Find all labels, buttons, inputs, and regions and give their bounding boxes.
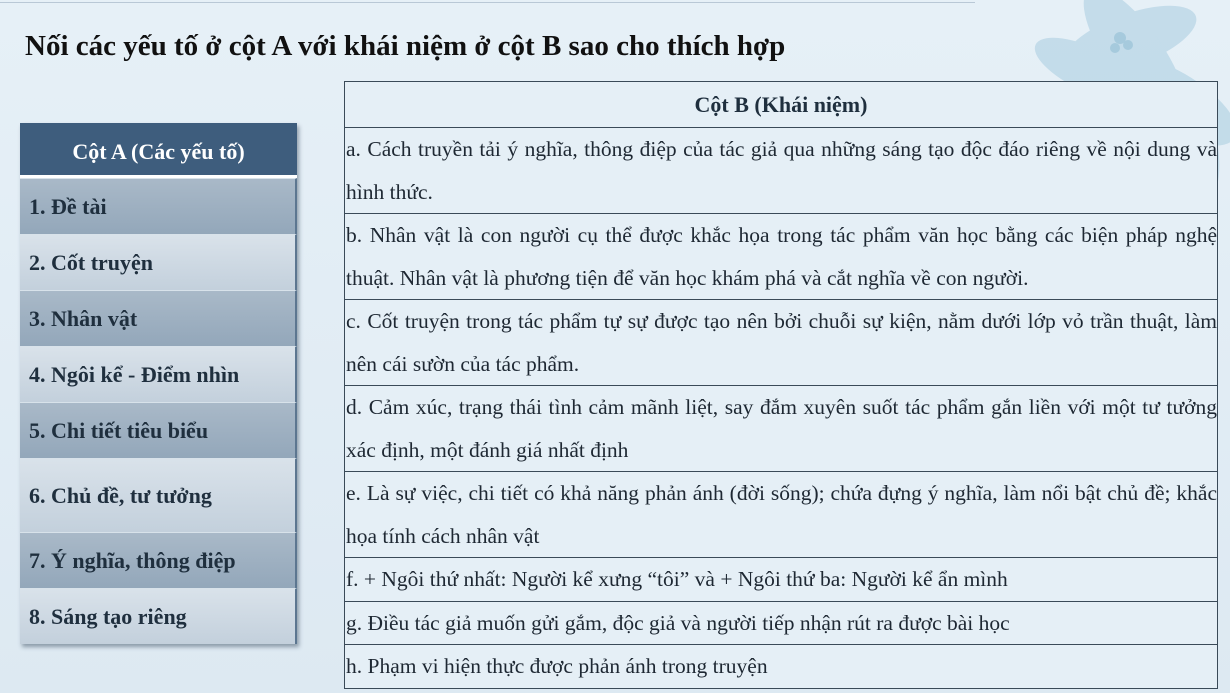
- column-b-item[interactable]: f. + Ngôi thứ nhất: Người kể xưng “tôi” và + Ngôi thứ ba: Người kể ẩn mình: [345, 558, 1217, 602]
- column-a-item[interactable]: 3. Nhân vật: [20, 290, 297, 346]
- column-a-header: Cột A (Các yếu tố): [20, 123, 297, 178]
- column-a-item[interactable]: 7. Ý nghĩa, thông điệp: [20, 532, 297, 588]
- column-b-table: [344, 81, 1218, 689]
- column-a-table: [20, 123, 297, 644]
- column-a-item[interactable]: 1. Đề tài: [20, 178, 297, 234]
- column-b-item[interactable]: b. Nhân vật là con người cụ thể được khắc họa trong tác phẩm văn học bằng các biện pháp nghệ thuật. Nhân vật là phương tiện để văn học khám phá và cắt nghĩa về con người.: [345, 214, 1217, 300]
- column-b-header: Cột B (Khái niệm): [345, 82, 1217, 128]
- column-b-item[interactable]: h. Phạm vi hiện thực được phản ánh trong truyện: [346, 654, 768, 678]
- column-a-item[interactable]: 4. Ngôi kể - Điểm nhìn: [20, 346, 297, 402]
- column-b-item[interactable]: a. Cách truyền tải ý nghĩa, thông điệp của tác giả qua những sáng tạo độc đáo riêng về nội dung và hình thức.: [345, 128, 1217, 214]
- column-a-item[interactable]: 5. Chi tiết tiêu biểu: [20, 402, 297, 458]
- column-a-item[interactable]: 6. Chủ đề, tư tưởng: [20, 458, 297, 532]
- column-a-item[interactable]: 8. Sáng tạo riêng: [20, 588, 297, 644]
- page-title: Nối các yếu tố ở cột A với khái niệm ở cột B sao cho thích hợp: [25, 30, 786, 62]
- column-b-item[interactable]: d. Cảm xúc, trạng thái tình cảm mãnh liệt, say đắm xuyên suốt tác phẩm gắn liền với một tư tưởng xác định, một đánh giá nhất định: [345, 386, 1217, 472]
- column-b-item[interactable]: c. Cốt truyện trong tác phẩm tự sự được tạo nên bởi chuỗi sự kiện, nằm dưới lớp vỏ trần thuật, làm nên cái sườn của tác phẩm.: [345, 300, 1217, 386]
- column-b-item[interactable]: g. Điều tác giả muốn gửi gắm, độc giả và người tiếp nhận rút ra được bài học: [345, 602, 1217, 646]
- column-b-item[interactable]: e. Là sự việc, chi tiết có khả năng phản ánh (đời sống); chứa đựng ý nghĩa, làm nổi bật chủ đề; khắc họa tính cách nhân vật: [345, 472, 1217, 558]
- column-a-item[interactable]: 2. Cốt truyện: [20, 234, 297, 290]
- top-divider: [0, 2, 975, 3]
